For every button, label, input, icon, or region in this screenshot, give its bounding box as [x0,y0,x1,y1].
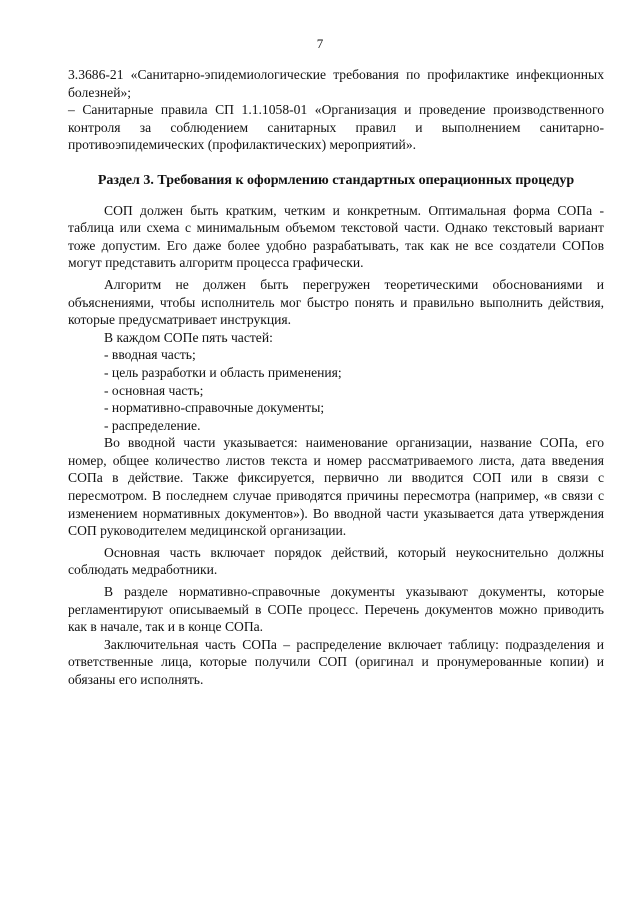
paragraph: Алгоритм не должен быть перегружен теоретическими обоснованиями и объяснениями, чтобы исполнитель мог быстро понять и правильно выполнить действия, которые предусматривает инструкция. [68,276,604,328]
paragraph-sp-ref: – Санитарные правила СП 1.1.1058-01 «Организация и проведение производственного контроля за соблюдением санитарных правил и выполнением санитарно- противоэпидемических (профилактических) мероприятий». [68,102,604,153]
document-body [68,66,604,689]
paragraph: Основная часть включает порядок действий, который неукоснительно должны соблюдать медработники. [68,544,604,578]
list-item: - распределение. [104,417,201,433]
paragraph-sanpin-ref: 3.3686-21 «Санитарно-эпидемиологические требования по профилактике инфекционных болезней»; [68,67,604,100]
paragraph: СОП должен быть кратким, четким и конкретным. Оптимальная форма СОПа - таблица или схема с минимальным объемом текстовой части. Однако текстовый вариант тоже допустим. Его даже более удобно разрабатывать, так как не все создатели СОПов могут представить алгоритм процесса графически. [68,202,604,271]
paragraph: Во вводной части указывается: наименование организации, название СОПа, его номер, общее количество листов текста и номер рассматриваемого листа, дата введения СОПа в действие. Также фиксируется, первично ли вводится СОП или в связи с пересмотром. В последнем случае приводятся причины пересмотра (например, «в связи с изменением нормативных документов»). Во вводной части указывается дата утверждения СОП руководителем медицинской организации. [68,435,604,539]
list-item: - вводная часть; [104,347,196,363]
list-item: - основная часть; [104,382,204,398]
list-item: - нормативно-справочные документы; [104,400,325,416]
paragraph: Заключительная часть СОПа – распределение включает таблицу: подразделения и ответственные лица, которые получили СОП (оригинал и пронумерованные копии) и обязаны его исполнять. [68,636,604,687]
page-number: 7 [316,36,324,51]
paragraph: В разделе нормативно-справочные документы указывают документы, которые регламентируют описываемый в СОПе процесс. Перечень документов можно приводить как в начале, так и в конце СОПа. [68,584,604,635]
list-item: - цель разработки и область применения; [104,364,342,380]
paragraph: В каждом СОПе пять частей: [104,329,273,345]
section-heading: Раздел 3. Требования к оформлению стандартных операционных процедур [97,172,575,188]
